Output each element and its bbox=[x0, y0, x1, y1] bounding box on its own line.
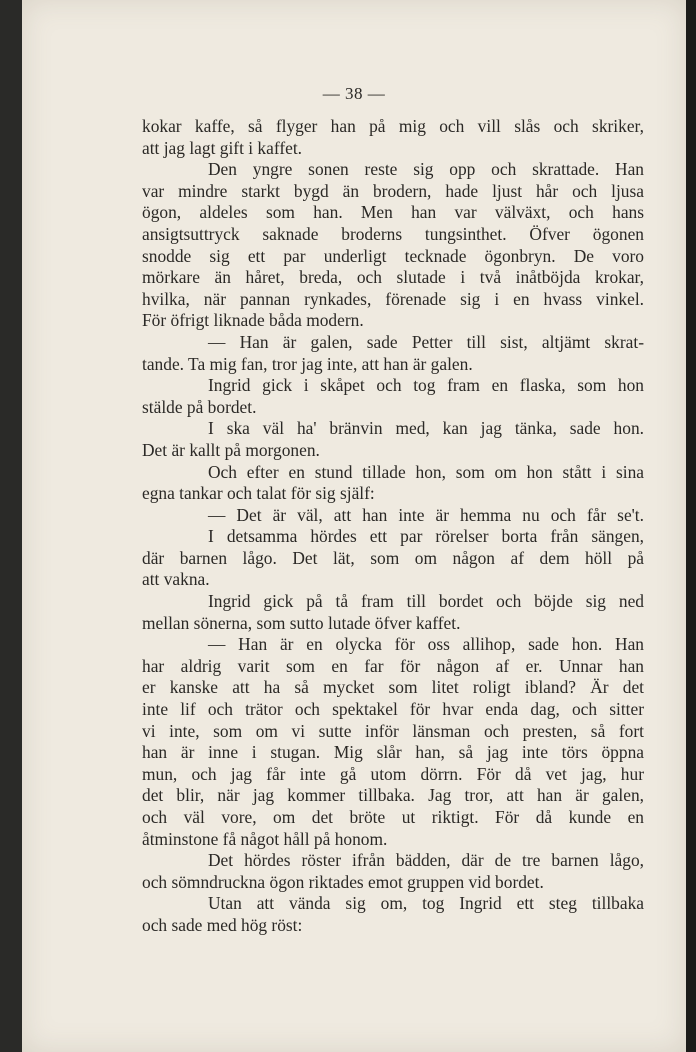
text-line: — Han är en olycka för oss allihop, sade hon. Han bbox=[208, 634, 644, 655]
text-line: För öfrigt liknade båda modern. bbox=[142, 310, 364, 331]
text-line: Och efter en stund tillade hon, som om hon stått i sina bbox=[208, 461, 644, 482]
text-line: stälde på bordet. bbox=[142, 396, 257, 417]
text-line: kokar kaffe, så flyger han på mig och vill slås och skriker, bbox=[142, 116, 644, 136]
text-line: I ska väl ha' bränvin med, kan jag tänka, sade hon. bbox=[208, 418, 644, 439]
text-line: snodde sig ett par underligt tecknade ögonbryn. De voro bbox=[142, 245, 644, 266]
body-text bbox=[142, 116, 644, 937]
text-line: — Han är galen, sade Petter till sist, altjämt skrat- bbox=[208, 331, 644, 352]
text-line: Ingrid gick i skåpet och tog fram en flaska, som hon bbox=[208, 375, 644, 396]
text-line: mellan sönerna, som sutto lutade öfver kaffet. bbox=[142, 612, 461, 633]
text-line: det blir, när jag kommer tillbaka. Jag tror, att han är galen, bbox=[142, 785, 644, 806]
text-line: mun, och jag får inte gå utom dörrn. För då vet jag, hur bbox=[142, 763, 644, 784]
text-line: egna tankar och talat för sig själf: bbox=[142, 483, 375, 504]
text-line: Den yngre sonen reste sig opp och skrattade. Han bbox=[208, 159, 644, 180]
page-number: — 38 — bbox=[322, 84, 386, 103]
text-line: och väl vore, om det bröte ut riktigt. För då kunde en bbox=[142, 807, 644, 827]
text-line: mörkare än håret, breda, och slutade i två inåtböjda krokar, bbox=[142, 267, 644, 288]
text-line: ögon, aldeles som han. Men han var välväxt, och hans bbox=[142, 202, 644, 223]
text-line: vi inte, som om vi sutte inför länsman och presten, så fort bbox=[142, 720, 644, 741]
text-line: ansigtsuttryck saknade broderns tungsinthet. Öfver ögonen bbox=[142, 223, 644, 244]
text-line: åtminstone få något håll på honom. bbox=[142, 828, 388, 849]
text-line: — Det är väl, att han inte är hemma nu och får se't. bbox=[208, 504, 644, 525]
text-line: Ingrid gick på tå fram till bordet och böjde sig ned bbox=[208, 591, 644, 612]
text-line: han är inne i stugan. Mig slår han, så jag inte törs öppna bbox=[142, 742, 644, 763]
text-line: där barnen lågo. Det lät, som om någon af dem höll på bbox=[142, 547, 644, 568]
text-line: Det hördes röster ifrån bädden, där de tre barnen lågo, bbox=[208, 850, 644, 871]
book-page bbox=[22, 0, 686, 1052]
text-line: att jag lagt gift i kaffet. bbox=[142, 137, 303, 158]
text-line: Utan att vända sig om, tog Ingrid ett steg tillbaka bbox=[208, 893, 644, 914]
text-line: hvilka, när pannan rynkades, förenade sig i en hvass vinkel. bbox=[142, 288, 644, 309]
text-line: tande. Ta mig fan, tror jag inte, att han är galen. bbox=[142, 353, 473, 374]
text-line: att vakna. bbox=[142, 569, 210, 590]
text-line: Det är kallt på morgonen. bbox=[142, 439, 320, 460]
text-line: inte lif och trätor och spektakel för hvar enda dag, och sitter bbox=[142, 699, 644, 720]
text-line: och sade med hög röst: bbox=[142, 914, 303, 935]
text-line: I detsamma hördes ett par rörelser borta från sängen, bbox=[208, 526, 644, 547]
text-line: har aldrig varit som en far för någon af er. Unnar han bbox=[142, 655, 644, 676]
text-line: var mindre starkt bygd än brodern, hade ljust hår och ljusa bbox=[142, 180, 644, 201]
page-edge-shadow bbox=[686, 0, 696, 1052]
text-line: och sömndruckna ögon riktades emot gruppen vid bordet. bbox=[142, 871, 544, 892]
text-line: er kanske att ha så mycket som litet roligt ibland? Är det bbox=[142, 677, 644, 698]
